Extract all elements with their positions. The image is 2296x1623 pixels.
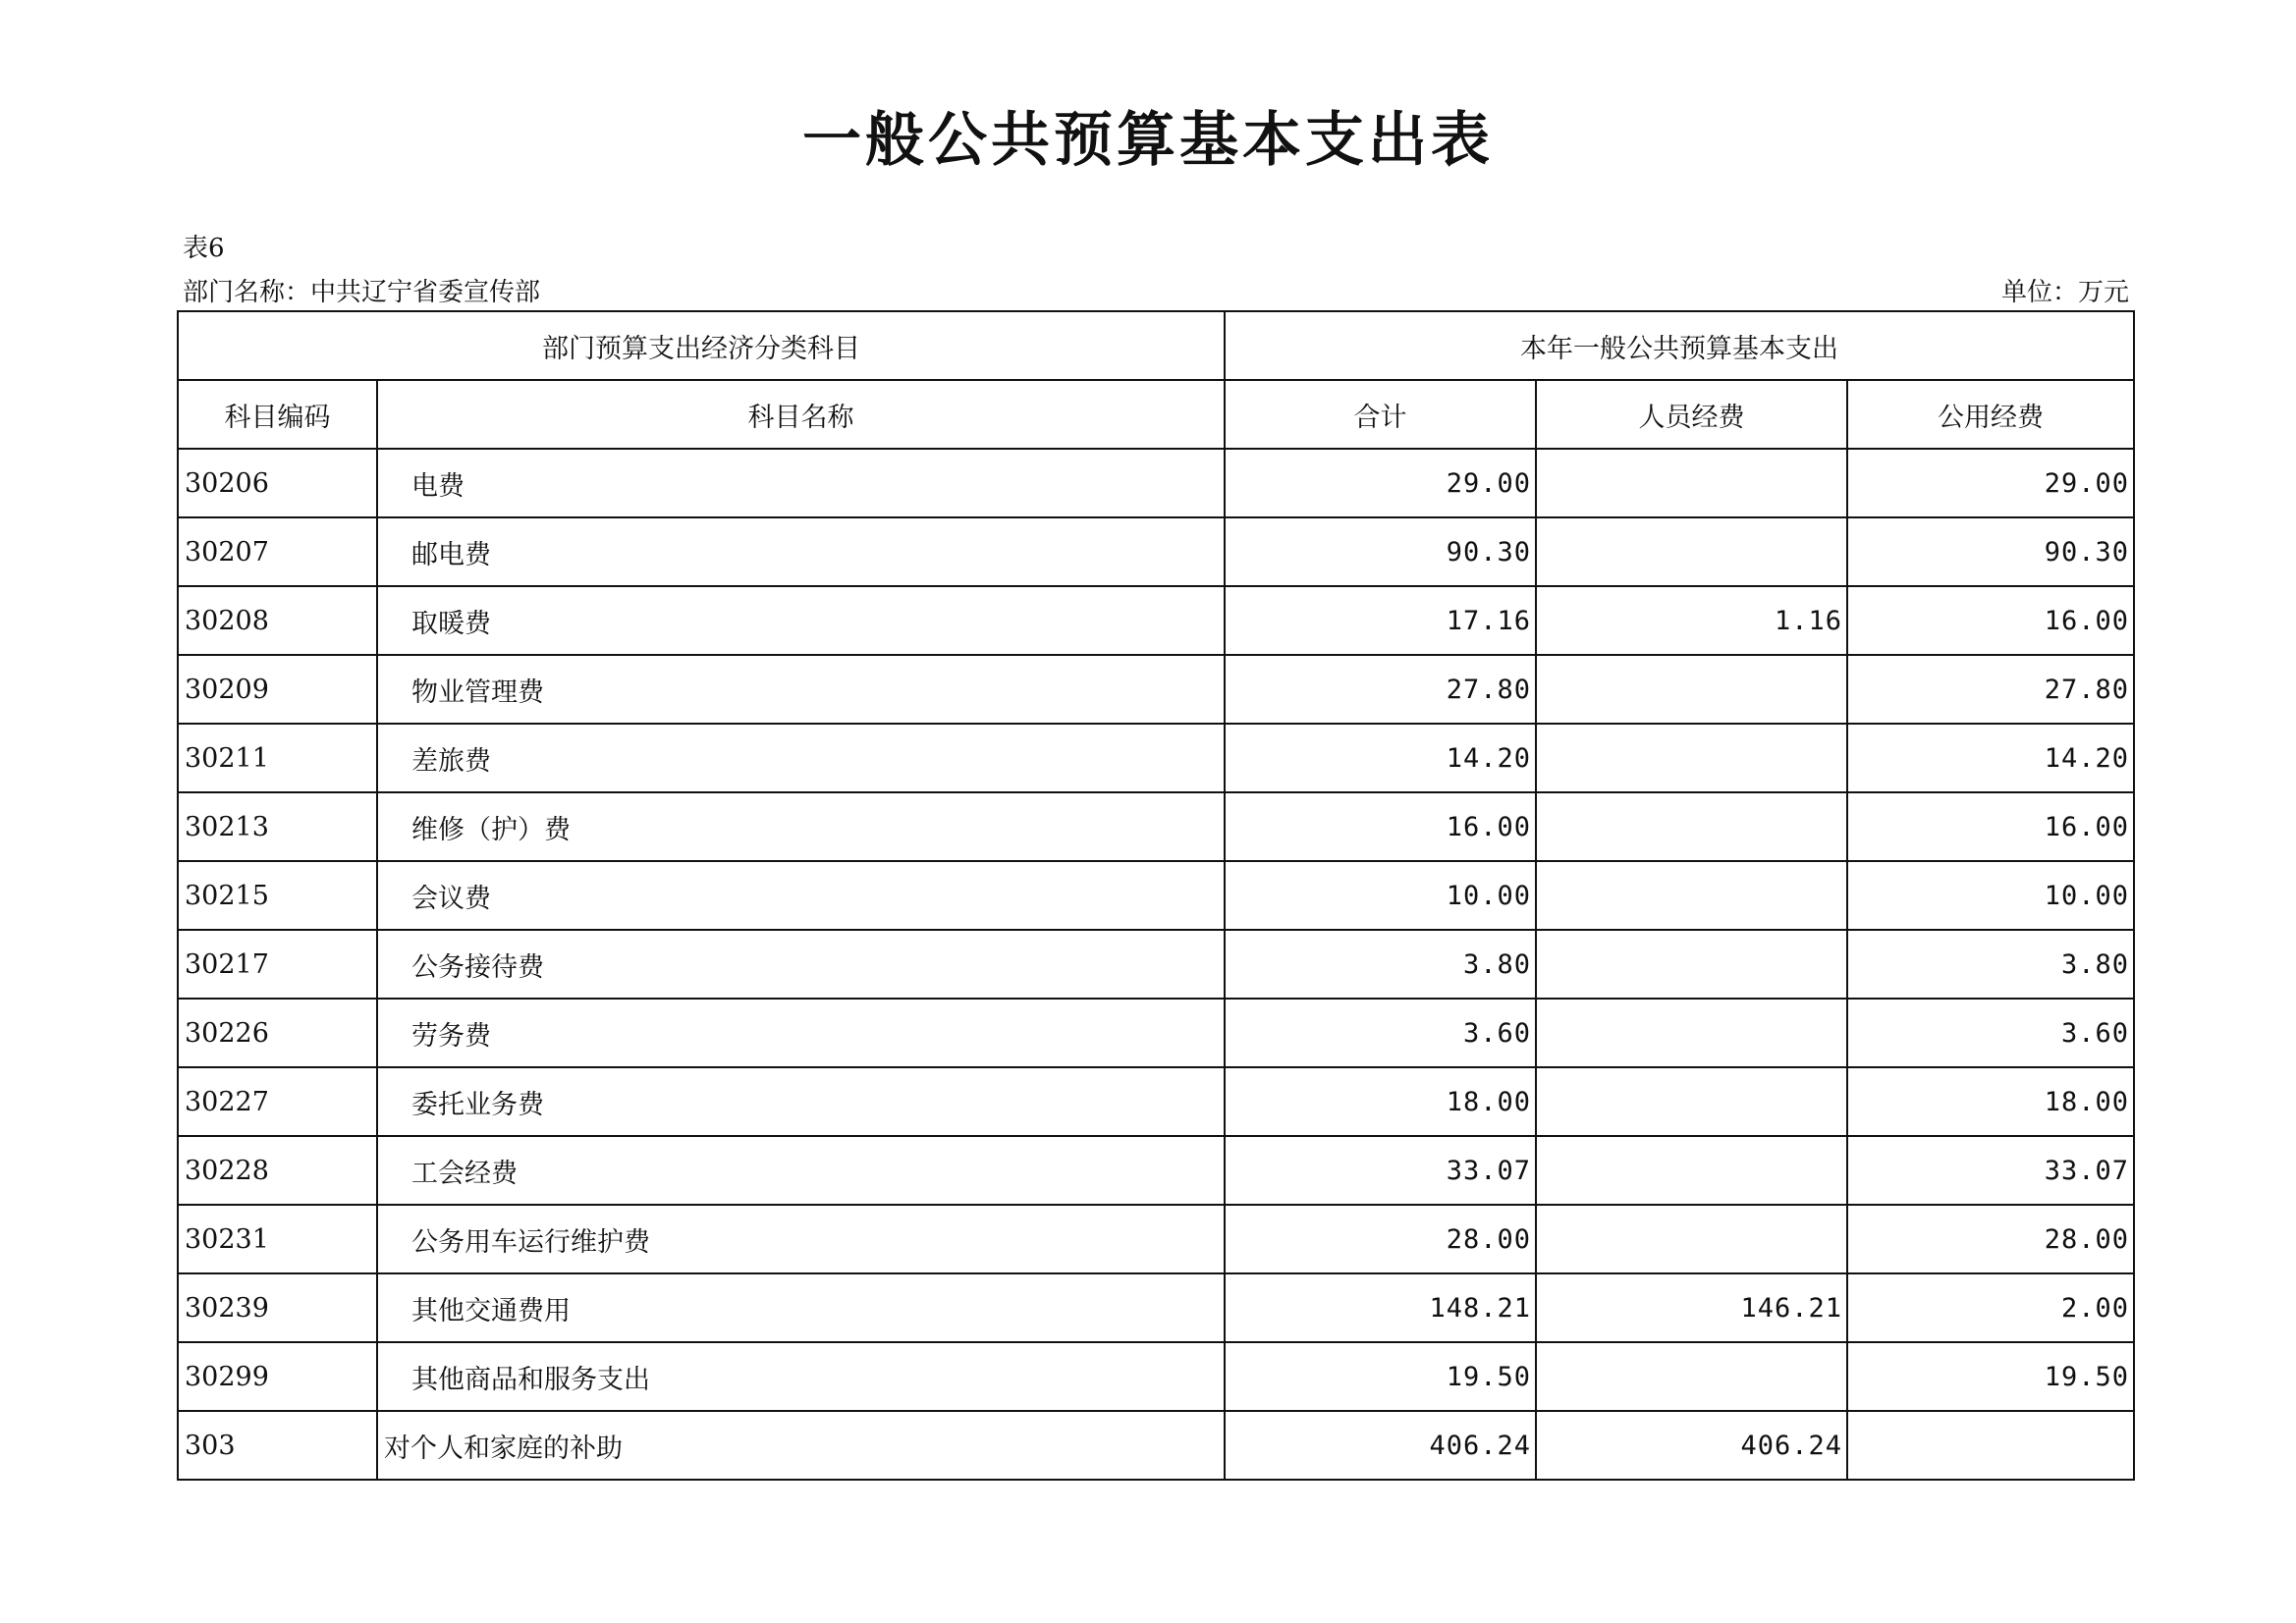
row-personnel xyxy=(1536,449,1847,517)
department-name: 部门名称：中共辽宁省委宣传部 xyxy=(183,278,541,307)
table-row xyxy=(178,449,2134,517)
table-body xyxy=(178,449,2134,1480)
row-personnel xyxy=(1536,1067,1847,1136)
row-name: 公务用车运行维护费 xyxy=(377,1205,1225,1273)
row-code: 30217 xyxy=(178,930,377,999)
row-public xyxy=(1847,1411,2134,1480)
row-public: 16.00 xyxy=(1847,586,2134,655)
row-personnel xyxy=(1536,1136,1847,1205)
row-public: 3.60 xyxy=(1847,999,2134,1067)
row-personnel xyxy=(1536,1205,1847,1273)
table-row xyxy=(178,586,2134,655)
row-personnel: 1.16 xyxy=(1536,586,1847,655)
table-row xyxy=(178,1205,2134,1273)
row-total: 16.00 xyxy=(1225,792,1536,861)
row-name: 公务接待费 xyxy=(377,930,1225,999)
row-total: 33.07 xyxy=(1225,1136,1536,1205)
row-public: 90.30 xyxy=(1847,517,2134,586)
header-column-row xyxy=(178,380,2134,449)
table-row xyxy=(178,1411,2134,1480)
row-name: 差旅费 xyxy=(377,724,1225,792)
budget-table xyxy=(177,310,2135,1481)
row-total: 27.80 xyxy=(1225,655,1536,724)
row-personnel xyxy=(1536,724,1847,792)
row-total: 10.00 xyxy=(1225,861,1536,930)
row-code: 30211 xyxy=(178,724,377,792)
row-personnel xyxy=(1536,930,1847,999)
header-total: 合计 xyxy=(1225,380,1536,449)
header-public: 公用经费 xyxy=(1847,380,2134,449)
row-total: 148.21 xyxy=(1225,1273,1536,1342)
row-public: 16.00 xyxy=(1847,792,2134,861)
row-public: 18.00 xyxy=(1847,1067,2134,1136)
row-name: 电费 xyxy=(377,449,1225,517)
header-name: 科目名称 xyxy=(377,380,1225,449)
row-total: 29.00 xyxy=(1225,449,1536,517)
row-name: 维修（护）费 xyxy=(377,792,1225,861)
row-total: 28.00 xyxy=(1225,1205,1536,1273)
table-row xyxy=(178,655,2134,724)
row-code: 30226 xyxy=(178,999,377,1067)
row-public: 29.00 xyxy=(1847,449,2134,517)
row-personnel xyxy=(1536,1342,1847,1411)
row-public: 2.00 xyxy=(1847,1273,2134,1342)
table-row xyxy=(178,517,2134,586)
row-public: 28.00 xyxy=(1847,1205,2134,1273)
row-public: 27.80 xyxy=(1847,655,2134,724)
header-code: 科目编码 xyxy=(178,380,377,449)
row-code: 30206 xyxy=(178,449,377,517)
row-name: 委托业务费 xyxy=(377,1067,1225,1136)
page-title: 一般公共预算基本支出表 xyxy=(802,106,1494,175)
row-public: 14.20 xyxy=(1847,724,2134,792)
header-basic-expenditure: 本年一般公共预算基本支出 xyxy=(1225,311,2134,380)
row-name: 对个人和家庭的补助 xyxy=(377,1411,1225,1480)
row-name: 其他交通费用 xyxy=(377,1273,1225,1342)
header-group-row xyxy=(178,311,2134,380)
table-row xyxy=(178,861,2134,930)
row-code: 30213 xyxy=(178,792,377,861)
table-number: 表6 xyxy=(183,234,225,263)
row-name: 工会经费 xyxy=(377,1136,1225,1205)
row-total: 406.24 xyxy=(1225,1411,1536,1480)
row-code: 30231 xyxy=(178,1205,377,1273)
table-row xyxy=(178,1342,2134,1411)
header-economic-classification: 部门预算支出经济分类科目 xyxy=(178,311,1225,380)
row-total: 90.30 xyxy=(1225,517,1536,586)
row-code: 30228 xyxy=(178,1136,377,1205)
row-code: 30208 xyxy=(178,586,377,655)
row-total: 18.00 xyxy=(1225,1067,1536,1136)
row-name: 其他商品和服务支出 xyxy=(377,1342,1225,1411)
row-public: 3.80 xyxy=(1847,930,2134,999)
row-personnel xyxy=(1536,517,1847,586)
row-personnel xyxy=(1536,655,1847,724)
table-row xyxy=(178,724,2134,792)
row-personnel xyxy=(1536,792,1847,861)
row-code: 30299 xyxy=(178,1342,377,1411)
table-row xyxy=(178,1067,2134,1136)
row-code: 30239 xyxy=(178,1273,377,1342)
row-public: 10.00 xyxy=(1847,861,2134,930)
row-name: 取暖费 xyxy=(377,586,1225,655)
table-row xyxy=(178,999,2134,1067)
row-total: 3.80 xyxy=(1225,930,1536,999)
table-row xyxy=(178,1273,2134,1342)
row-total: 19.50 xyxy=(1225,1342,1536,1411)
row-personnel xyxy=(1536,861,1847,930)
table-row xyxy=(178,792,2134,861)
table-row xyxy=(178,1136,2134,1205)
row-name: 劳务费 xyxy=(377,999,1225,1067)
row-total: 17.16 xyxy=(1225,586,1536,655)
row-name: 邮电费 xyxy=(377,517,1225,586)
row-code: 30207 xyxy=(178,517,377,586)
row-public: 33.07 xyxy=(1847,1136,2134,1205)
row-name: 会议费 xyxy=(377,861,1225,930)
row-personnel: 146.21 xyxy=(1536,1273,1847,1342)
row-total: 14.20 xyxy=(1225,724,1536,792)
row-code: 303 xyxy=(178,1411,377,1480)
row-personnel: 406.24 xyxy=(1536,1411,1847,1480)
row-total: 3.60 xyxy=(1225,999,1536,1067)
table-row xyxy=(178,930,2134,999)
unit-label: 单位：万元 xyxy=(2000,278,2129,307)
row-code: 30209 xyxy=(178,655,377,724)
row-code: 30227 xyxy=(178,1067,377,1136)
row-name: 物业管理费 xyxy=(377,655,1225,724)
row-public: 19.50 xyxy=(1847,1342,2134,1411)
row-personnel xyxy=(1536,999,1847,1067)
header-personnel: 人员经费 xyxy=(1536,380,1847,449)
row-code: 30215 xyxy=(178,861,377,930)
